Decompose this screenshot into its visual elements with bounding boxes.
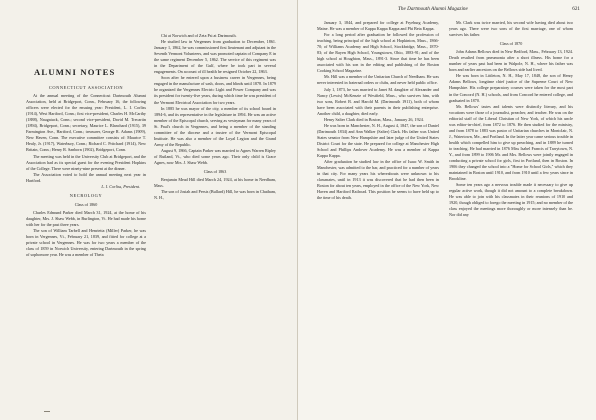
paragraph: July 1, 1873, he was married to Janet M. daughter of Alexander and Nancy (Lewis) McKenzie of Westfield, Mass., who survives him, with two sons, Robert B. and Harold M. (Dartmouth 1911), both of whom have been associated with their parents in their publishing enterprise. Another child, a daughter, died early. — [317, 86, 439, 116]
paragraph: John Adams Bellows died in New Bedford, Mass., February 13, 1924. Death resulted from pneumonia after a short illness. His home for a number of years past had been in Walpole, N. H., where his father was born and earlier ancestors on the Bellows side had lived. — [449, 49, 573, 73]
paragraph: At the annual meeting of the Connecticut Dartmouth Alumni Association, held at Bridgeport, Conn., February 16, the following officers were elected for the ensuing year: President, L. I. Corliss (1914), West Hartford, Conn.; first vice-president, Charles H. McCarthy (1888), Naugatuck, Conn.; second vice-president, David M. Trecartin (1894), Bridgeport, Conn.; secretary, Maurice L. Blanchard (1915), 39 Farmington Ave., Hartford, Conn.; treasurer, George R. Adams (1909), New Haven, Conn. The executive committee consists of: Maurice T. Healy, Jr. (1917), Waterbury, Conn.; Richard C. Pritchard (1914), New Britain, Conn.; Henry R. Sanborn (1902), Bridgeport, Conn. — [26, 93, 146, 153]
paragraph: Mr. Bellows' tastes and talents were distinctly literary, and his vocations were those of a journalist, preacher, and teacher. He was on the editorial staff of the Liberal Christian of New York, of which his uncle was editor-in-chief, from 1872 to 1876. He then studied for the ministry, and from 1878 to 1883 was pastor of Unitarian churches in Montclair, N. J., Watertown, Me., and Portland. In the latter year came serious trouble in health which compelled him to give up preaching, and in 1889 he turned to teaching. He had married in 1876 Miss Isabel Francis of Tarrytown, N. Y., and from 1899 to 1906 Mr. and Mrs. Bellows were jointly engaged in conducting a private school for girls, first in Portland, then in Boston. In 1906 they changed the school into a "Home for School Girls," which they maintained in Boston until 1910, and from 1910 until a few years since in Brookline. — [449, 103, 573, 182]
paragraph: After graduation he studied law in the office of Isaac W. Smith in Manchester, was admitted to the bar, and practiced for a number of years in that city. For many years his whereabouts were unknown to his classmates, until in 1913 it was discovered that he had then been in Boston for about ten years, employed in the office of the New York, New Haven and Hartford Railroad. This position he seems to have held up to the time of his death. — [317, 159, 439, 201]
paragraph: For a long period after graduation he followed the profession of teaching, being principal of the high school at Hopkinton, Mass., 1866-70; of Williams Academy and High School, Stockbridge, Mass., 1870-83; of the Rayen High School, Youngstown, Ohio, 1883-91; and of the high school at Houghton, Mass., 1891-3. Since that time he has been associated with his son in the editing and publishing of the Boston Cooking School Magazine. — [317, 32, 439, 74]
paragraph: Henry Salter Clark died in Boston, Mass., January 26, 1924. — [324, 116, 424, 122]
section-heading: CONNECTICUT ASSOCIATION — [48, 85, 124, 90]
right-page — [298, 0, 596, 420]
signature-line: L. I. Corliss, President. — [101, 183, 140, 189]
paragraph: The son of William Tarbell and Henrietta (Miller) Parker, he was born in Vergennes, Vt., February 21, 1839, and fitted for college at a private school in Vergennes. He was for two years a member of the class of 1859 in Norwich University, entering Dartmouth in the spring of sophomore year. He was a member of Theta — [26, 228, 146, 258]
section-heading: NECROLOGY — [69, 192, 103, 198]
right-column-1 — [317, 20, 439, 420]
paragraph: The Association voted to hold the annual meeting next year in Hartford. — [26, 171, 146, 183]
paragraph: Chi at Norwich and of Zeta Psi at Dartmouth. — [161, 33, 237, 38]
class-heading: Class of 1870 — [499, 41, 523, 47]
page-corner-mark — [44, 411, 50, 412]
paragraph: He was born in Manchester, N. H., August 4, 1847, the son of Daniel (Dartmouth 1834) and Ann Walker (Salter) Clark. His father was United States senator from New Hampshire and later judge of the United States District Court for the state. He prepared for college at Manchester High School and Phillips Andover Academy. He was a member of Kappa Kappa Kappa. — [317, 122, 439, 159]
class-heading: Class of 1863 — [203, 169, 227, 175]
left-column-1 — [26, 82, 146, 420]
running-head: The Dartmouth Alumni Magazine — [398, 6, 468, 12]
paragraph: Soon after he entered upon a business career in Vergennes, being engaged in the manufacture of sash, doors, and blinds until 1878. In 1879 he organized the Vergennes Electric Light and Power Company and was its president for twenty-five years, during which time he was president of the Vermont Electrical Association for two years. — [154, 75, 276, 105]
paragraph: Some ten years ago a nervous trouble made it necessary to give up regular active work, though it did not amount to a complete breakdown. He was able to join with his classmates in their reunions of 1910 and 1920, though obliged to forego the meeting in 1915; and no member of the class enjoyed the meetings more thoroughly or more intensely than he. Nor did any — [449, 182, 573, 218]
page-number: 621 — [572, 6, 580, 12]
paragraph: The meeting was held in the University Club at Bridgeport, and the Association had as its special guest for the evening President Hopkins of the College. There were ninety-nine present at the dinner. — [26, 153, 146, 171]
paragraph: Benjamin Mead Hill died March 24, 1924, at his home in Needham, Mass. — [154, 177, 276, 189]
class-heading: Class of 1860 — [74, 201, 98, 207]
paragraph: August 9, 1866, Captain Parker was married to Agnes Warren Ripley of Rutland, Vt., who died some years ago. Their only child is Grace Agnes, now Mrs. J. Shaw Webb. — [154, 147, 276, 165]
left-column-2 — [154, 33, 276, 420]
paragraph: The son of Josiah and Persis (Bullard) Hill, he was born in Chatham, N. H., — [154, 189, 276, 201]
paragraph: Mr. Clark was twice married, his second wife having died about two years ago. There were two sons of the first marriage, one of whom survives his father. — [449, 20, 573, 38]
right-column-2 — [449, 20, 573, 420]
paragraph: In 1885 he was mayor of the city, a member of its school board in 1894-6, and its representative in the legislature in 1894. He was an active member of the Episcopal church, serving as vestryman for many years of St. Paul's church in Vergennes, and being a member of the standing committee of the diocese and a trustee of the Vermont Episcopal Institute. He was also a member of the Loyal Legion and the Grand Army of the Republic. — [154, 105, 276, 147]
paragraph: He was born in Littleton, N. H., May 17, 1848, the son of Henry Adams Bellows, longtime chief justice of the Supreme Court of New Hampshire. His college preparatory courses were taken for the most part in the Concord (N. H.) schools, and from Concord he entered college, and graduated in 1870. — [449, 73, 573, 103]
paragraph: Charles Edmund Parker died March 31, 1924, at the home of his daughter, Mrs. J. Shaw Webb, in Burlington, Vt. He had made his home with her for the past three years. — [26, 209, 146, 227]
section-title: ALUMNI NOTES — [34, 67, 116, 77]
paragraph: Mr. Hill was a member of the Unitarian Church of Needham. He was never interested in fraternal orders or clubs, and never held public office. — [317, 74, 439, 86]
paragraph: He studied law in Vergennes from graduation to December, 1861. January 1, 1862, he was commissioned first lieutenant and adjutant in the Seventh Vermont Volunteers, and was promoted captain of Company E in the same regiment December 5, 1862. The service of this regiment was in the Department of the Gulf, where he took part in several engagements. On account of ill health he resigned October 22, 1863. — [154, 39, 277, 75]
paragraph: January 3, 1844, and prepared for college at Fryeburg Academy, Maine. He was a member of Kappa Kappa Kappa and Phi Beta Kappa. — [317, 20, 439, 32]
